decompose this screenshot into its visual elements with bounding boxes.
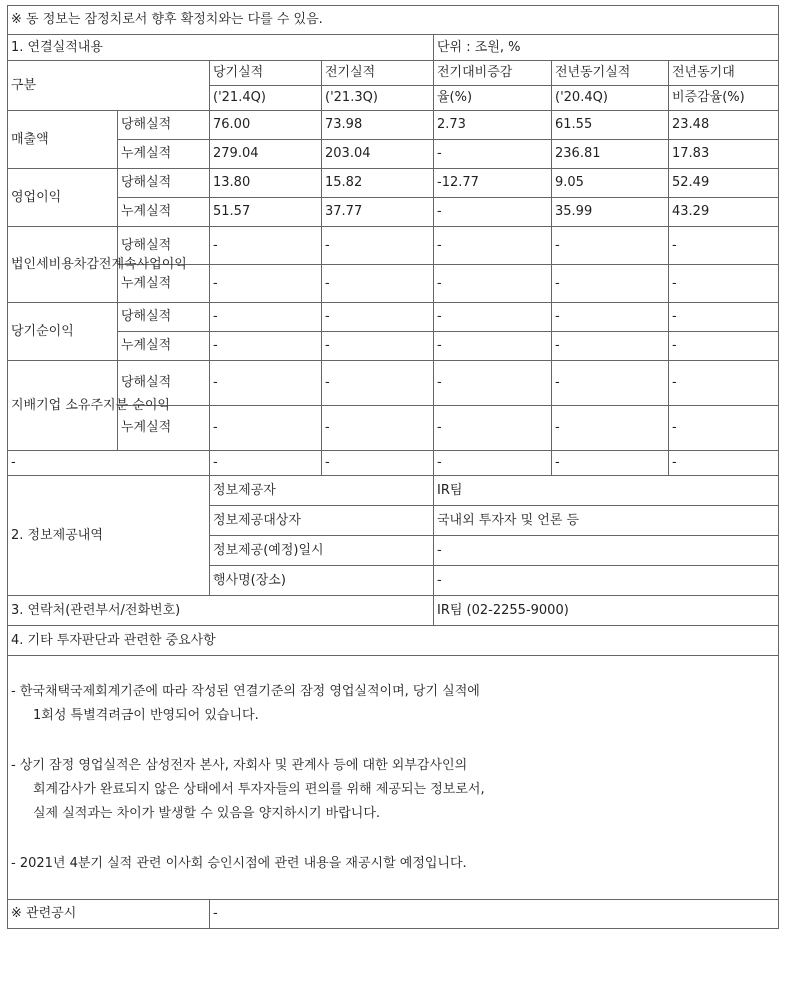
info-label: 정보제공대상자 <box>210 506 434 536</box>
cell-qoq: - <box>434 227 552 265</box>
cell-yoy: 17.83 <box>669 140 779 169</box>
row-type: 당해실적 <box>118 361 210 406</box>
cell-qoq: - <box>434 332 552 361</box>
info-value: - <box>434 566 779 596</box>
cell-previous: - <box>322 451 434 476</box>
info-value: 국내외 투자자 및 언론 등 <box>434 506 779 536</box>
table-row <box>8 227 779 265</box>
section2-row <box>8 476 779 506</box>
cell-yoy: - <box>669 451 779 476</box>
notes-row <box>8 656 779 900</box>
section2-title: 2. 정보제공내역 <box>8 476 210 596</box>
note-2-line-2: 회계감사가 완료되지 않은 상태에서 투자자들의 편의를 위해 제공되는 정보로서, <box>33 781 485 797</box>
cell-yoy: 52.49 <box>669 169 779 198</box>
cell-current: - <box>210 303 322 332</box>
disclosure-table <box>7 5 779 929</box>
cell-previous: 73.98 <box>322 111 434 140</box>
notes-cell <box>8 656 779 900</box>
cell-prior-year: 236.81 <box>552 140 669 169</box>
cell-prior-year: 9.05 <box>552 169 669 198</box>
row-type: 당해실적 <box>118 303 210 332</box>
cell-prior-year: 61.55 <box>552 111 669 140</box>
contact-value: IR팀 (02-2255-9000) <box>434 596 779 626</box>
row-type: 당해실적 <box>118 111 210 140</box>
cell-current: 51.57 <box>210 198 322 227</box>
table-row <box>8 140 779 169</box>
row-type: 누계실적 <box>118 406 210 451</box>
cell-yoy: 23.48 <box>669 111 779 140</box>
cell-previous: - <box>322 303 434 332</box>
cell-qoq: 2.73 <box>434 111 552 140</box>
cell-current: - <box>210 451 322 476</box>
row-type: 누계실적 <box>118 332 210 361</box>
cell-yoy: - <box>669 265 779 303</box>
table-row <box>8 361 779 406</box>
info-value: - <box>434 536 779 566</box>
cell-current: - <box>210 406 322 451</box>
related-row <box>8 900 779 929</box>
metric-name: 지배기업 소유주지분 순이익 <box>8 361 118 451</box>
cell-current: - <box>210 265 322 303</box>
info-label: 행사명(장소) <box>210 566 434 596</box>
cell-yoy: - <box>669 227 779 265</box>
cell-prior-year: - <box>552 265 669 303</box>
cell-qoq: -12.77 <box>434 169 552 198</box>
cell-previous: 203.04 <box>322 140 434 169</box>
cell-current: 13.80 <box>210 169 322 198</box>
disclosure-document <box>7 5 779 929</box>
header-previous-period: ('21.3Q) <box>322 86 434 111</box>
cell-yoy: - <box>669 361 779 406</box>
header-current-period: ('21.4Q) <box>210 86 322 111</box>
header-current: 당기실적 <box>210 61 322 86</box>
row-type: 당해실적 <box>118 169 210 198</box>
cell-current: - <box>210 361 322 406</box>
note-2-line-1: - 상기 잠정 영업실적은 삼성전자 본사, 자회사 및 관계사 등에 대한 외부감사인의 <box>11 757 468 773</box>
cell-yoy: - <box>669 406 779 451</box>
extra-row <box>8 451 779 476</box>
row-type: 당해실적 <box>118 227 210 265</box>
note-2 <box>11 754 775 826</box>
header-previous: 전기실적 <box>322 61 434 86</box>
cell-previous: - <box>322 332 434 361</box>
note-2-line-3: 실제 실적과는 차이가 발생할 수 있음을 양지하시기 바랍니다. <box>33 805 381 821</box>
cell-qoq: - <box>434 140 552 169</box>
header-qoq-line1: 전기대비증감 <box>434 61 552 86</box>
cell-previous: 15.82 <box>322 169 434 198</box>
cell-prior-year: - <box>552 451 669 476</box>
header-yoy-line2: 비증감율(%) <box>669 86 779 111</box>
extra-label: - <box>8 451 210 476</box>
cell-yoy: - <box>669 332 779 361</box>
metric-name: 법인세비용차감전계속사업이익 <box>8 227 118 303</box>
metric-name: 당기순이익 <box>8 303 118 361</box>
row-type: 누계실적 <box>118 198 210 227</box>
cell-prior-year: - <box>552 332 669 361</box>
cell-previous: - <box>322 361 434 406</box>
note-1 <box>11 680 775 728</box>
table-row <box>8 111 779 140</box>
cell-qoq: - <box>434 406 552 451</box>
unit-label: 단위 : 조원, % <box>434 35 779 61</box>
related-value: - <box>210 900 779 929</box>
related-label: ※ 관련공시 <box>8 900 210 929</box>
cell-qoq: - <box>434 451 552 476</box>
cell-current: 279.04 <box>210 140 322 169</box>
notice-row <box>8 6 779 35</box>
cell-prior-year: 35.99 <box>552 198 669 227</box>
info-value: IR팀 <box>434 476 779 506</box>
cell-yoy: - <box>669 303 779 332</box>
cell-previous: - <box>322 227 434 265</box>
note-3: - 2021년 4분기 실적 관련 이사회 승인시점에 관련 내용을 재공시할 예정입니다. <box>11 855 467 871</box>
table-row <box>8 198 779 227</box>
header-qoq-line2: 율(%) <box>434 86 552 111</box>
cell-prior-year: - <box>552 227 669 265</box>
cell-prior-year: - <box>552 303 669 332</box>
section3-row <box>8 596 779 626</box>
notice-text: ※ 동 정보는 잠정치로서 향후 확정치와는 다를 수 있음. <box>8 6 779 35</box>
cell-previous: - <box>322 406 434 451</box>
section3-title: 3. 연락처(관련부서/전화번호) <box>8 596 434 626</box>
cell-yoy: 43.29 <box>669 198 779 227</box>
note-1-line-1: - 한국채택국제회계기준에 따라 작성된 연결기준의 잠정 영업실적이며, 당기 실적에 <box>11 683 480 699</box>
cell-current: - <box>210 332 322 361</box>
table-row <box>8 332 779 361</box>
metric-name: 매출액 <box>8 111 118 169</box>
section1-title: 1. 연결실적내용 <box>8 35 434 61</box>
header-prior-year: 전년동기실적 <box>552 61 669 86</box>
table-row <box>8 169 779 198</box>
cell-previous: - <box>322 265 434 303</box>
header-yoy-line1: 전년동기대 <box>669 61 779 86</box>
header-category: 구분 <box>8 61 210 111</box>
cell-qoq: - <box>434 361 552 406</box>
table-row <box>8 303 779 332</box>
cell-current: - <box>210 227 322 265</box>
section4-row <box>8 626 779 656</box>
info-label: 정보제공(예정)일시 <box>210 536 434 566</box>
header-prior-year-period: ('20.4Q) <box>552 86 669 111</box>
cell-qoq: - <box>434 303 552 332</box>
header-row-1 <box>8 61 779 86</box>
cell-prior-year: - <box>552 361 669 406</box>
cell-previous: 37.77 <box>322 198 434 227</box>
row-type: 누계실적 <box>118 265 210 303</box>
cell-prior-year: - <box>552 406 669 451</box>
cell-qoq: - <box>434 198 552 227</box>
metric-name: 영업이익 <box>8 169 118 227</box>
section4-title: 4. 기타 투자판단과 관련한 중요사항 <box>8 626 779 656</box>
info-label: 정보제공자 <box>210 476 434 506</box>
cell-current: 76.00 <box>210 111 322 140</box>
section1-row <box>8 35 779 61</box>
cell-qoq: - <box>434 265 552 303</box>
row-type: 누계실적 <box>118 140 210 169</box>
note-1-line-2: 1회성 특별격려금이 반영되어 있습니다. <box>33 707 259 723</box>
